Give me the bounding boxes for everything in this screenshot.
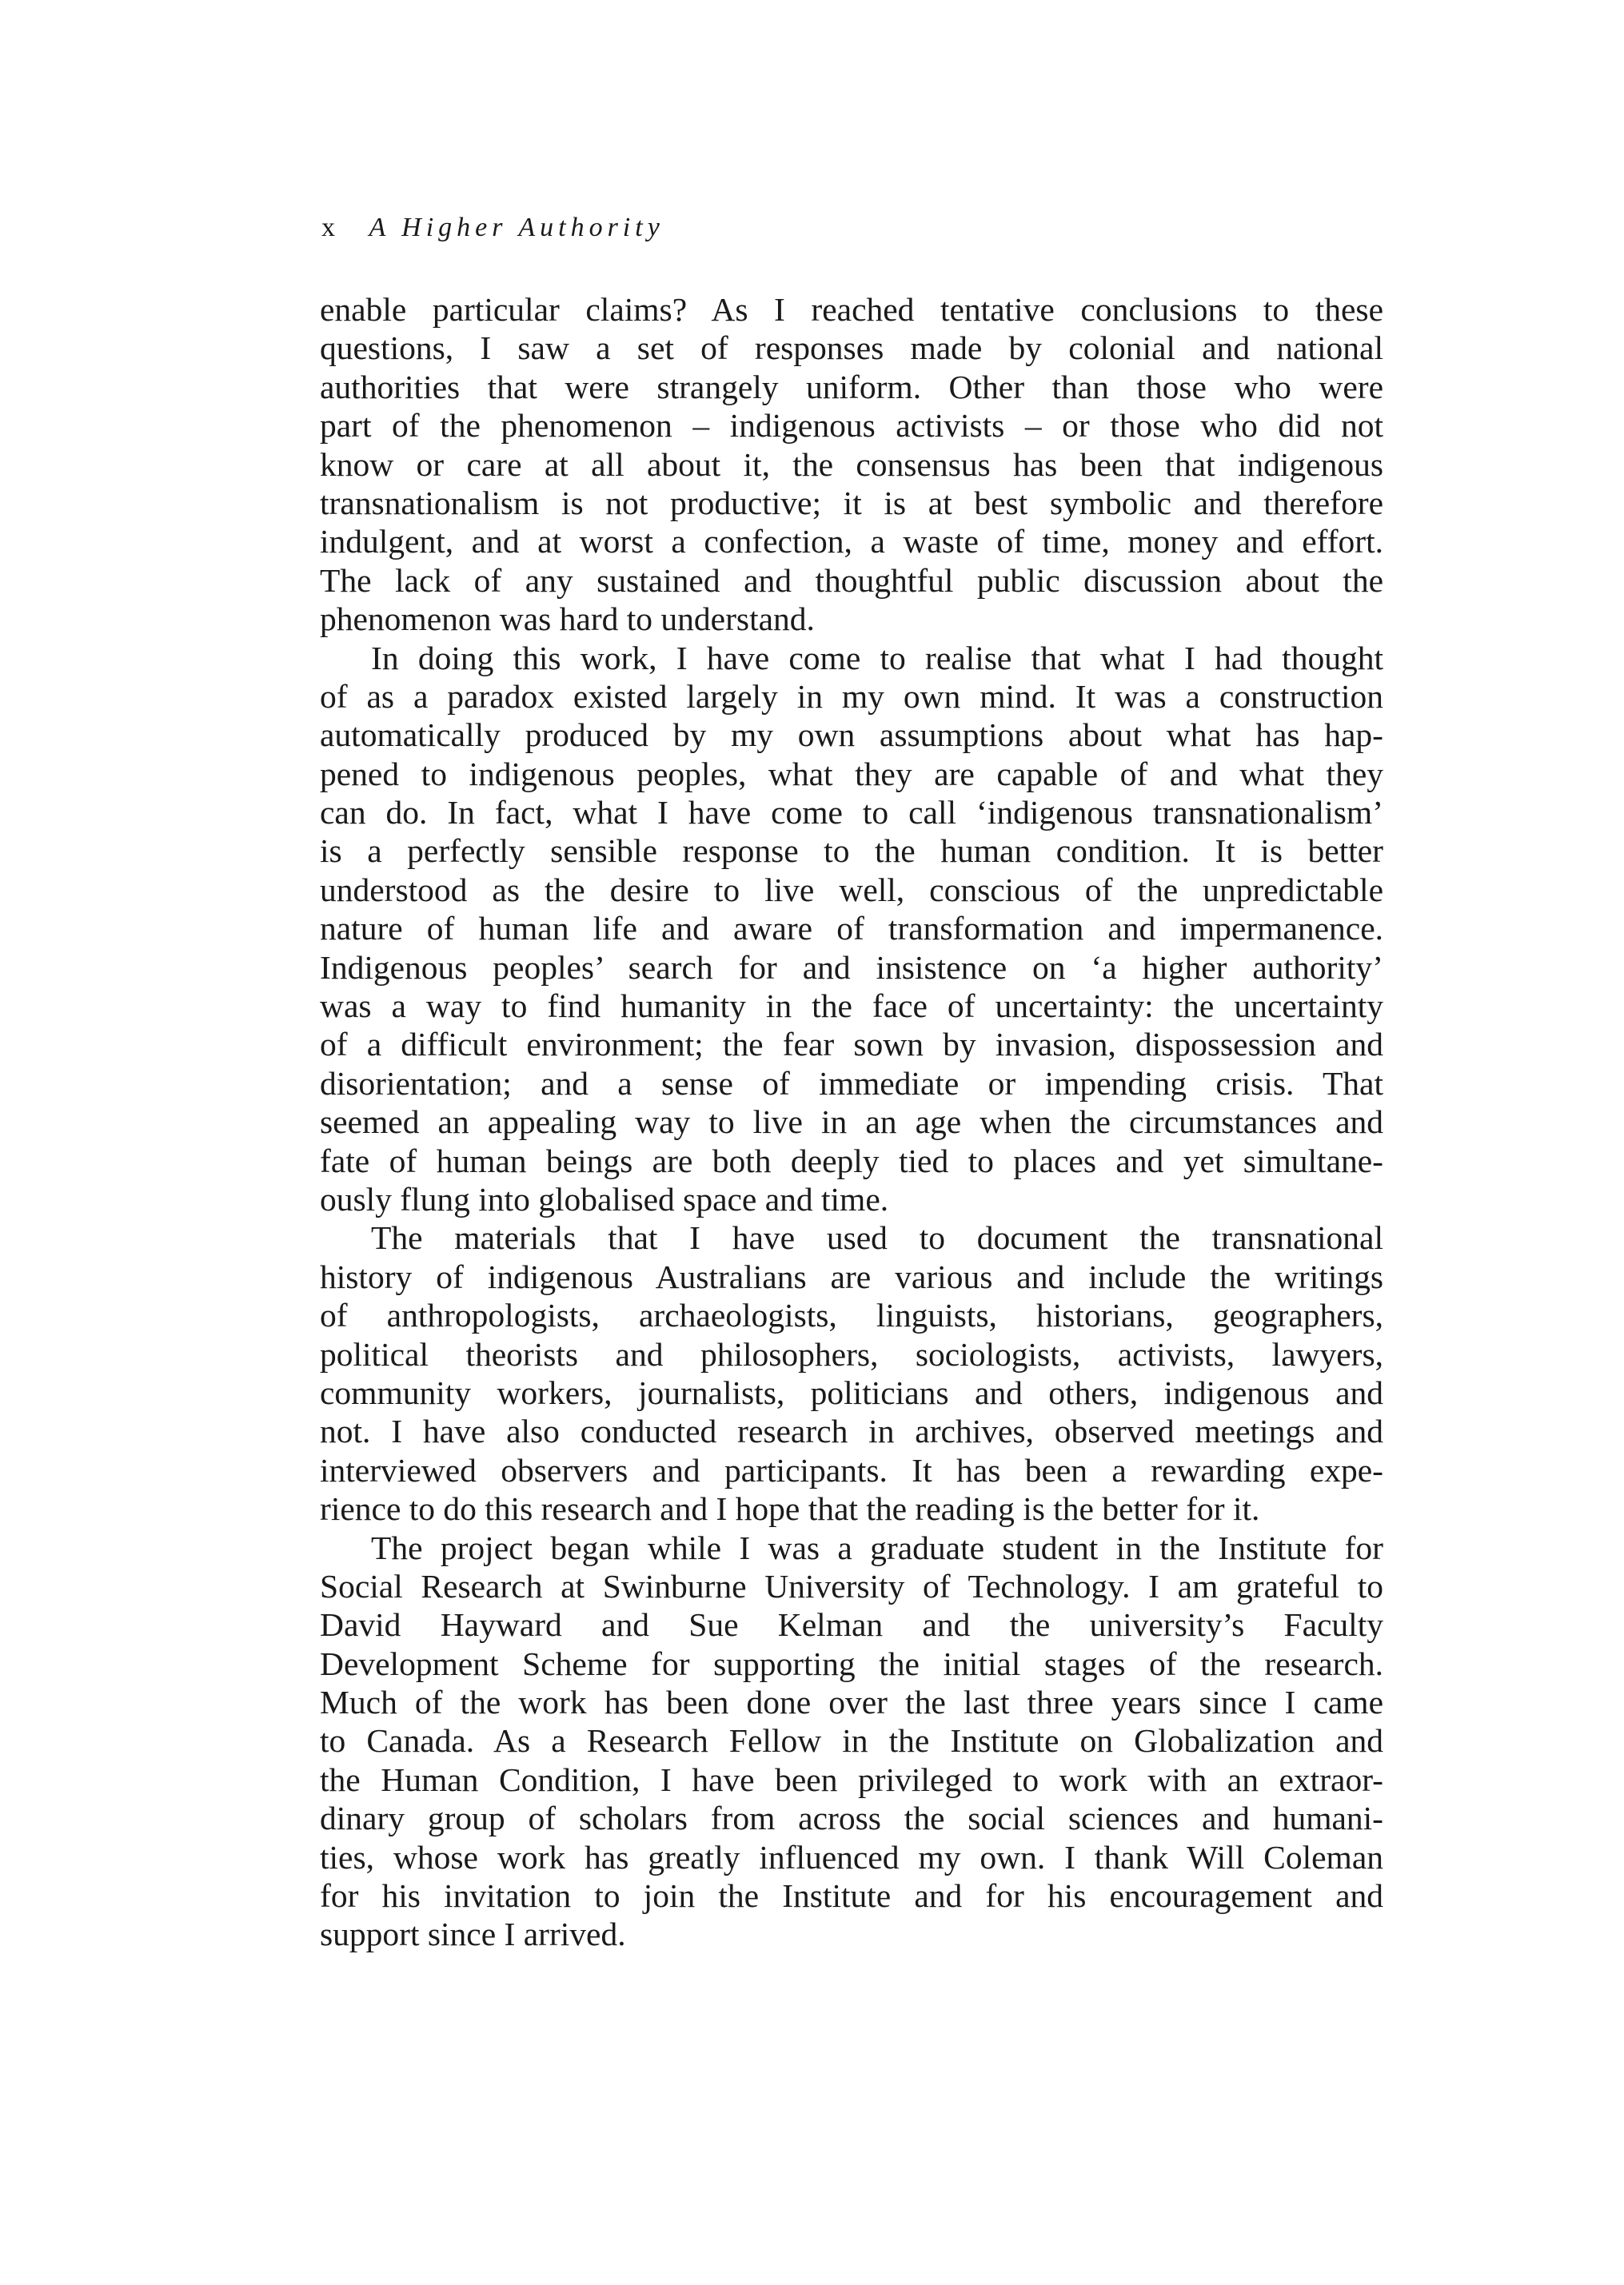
text-line: seemed an appealing way to live in an age when the circumstances and <box>320 1103 1383 1141</box>
text-line: David Hayward and Sue Kelman and the university’s Faculty <box>320 1606 1383 1644</box>
text-line: of anthropologists, archaeologists, linguists, historians, geographers, <box>320 1297 1383 1334</box>
text-line: ties, whose work has greatly influenced my own. I thank Will Coleman <box>320 1838 1383 1876</box>
paragraph <box>320 1218 1383 1528</box>
text-line: of a difficult environment; the fear sown by invasion, dispossession and <box>320 1026 1383 1063</box>
text-line: to Canada. As a Research Fellow in the Institute on Globalization and <box>320 1722 1383 1760</box>
text-line: of as a paradox existed largely in my own mind. It was a construction <box>320 677 1383 715</box>
text-line: Indigenous peoples’ search for and insistence on ‘a higher authority’ <box>320 948 1383 986</box>
text-line: pened to indigenous peoples, what they are capable of and what they <box>320 755 1383 792</box>
text-line: Much of the work has been done over the last three years since I came <box>320 1684 1383 1721</box>
text-line: dinary group of scholars from across the social sciences and humani- <box>320 1800 1383 1837</box>
text-line: understood as the desire to live well, conscious of the unpredictable <box>320 871 1383 908</box>
text-line: rience to do this research and I hope that the reading is the better for it. <box>320 1490 1260 1528</box>
text-line: support since I arrived. <box>320 1916 626 1953</box>
text-line: interviewed observers and participants. It has been a rewarding expe- <box>320 1451 1383 1489</box>
text-line: indulgent, and at worst a confection, a waste of time, money and effort. <box>320 523 1383 560</box>
text-line: ously flung into globalised space and time. <box>320 1180 889 1218</box>
text-line: is a perfectly sensible response to the human condition. It is better <box>320 832 1383 870</box>
text-line: can do. In fact, what I have come to call ‘indigenous transnationalism’ <box>320 794 1383 831</box>
body-text <box>320 290 1383 1954</box>
text-line: disorientation; and a sense of immediate or impending crisis. That <box>320 1064 1383 1102</box>
text-line: In doing this work, I have come to realise that what I had thought <box>371 639 1383 676</box>
paragraph <box>320 290 1383 639</box>
running-head <box>321 212 664 244</box>
text-line: part of the phenomenon – indigenous activists – or those who did not <box>320 407 1383 445</box>
paragraph <box>320 639 1383 1219</box>
text-line: authorities that were strangely uniform. Other than those who were <box>320 368 1383 405</box>
text-line: fate of human beings are both deeply tied to places and yet simultane- <box>320 1142 1383 1179</box>
text-line: for his invitation to join the Institute and for his encouragement and <box>320 1877 1383 1915</box>
text-line: not. I have also conducted research in archives, observed meetings and <box>320 1413 1383 1450</box>
text-line: automatically produced by my own assumptions about what has hap- <box>320 716 1383 754</box>
text-line: phenomenon was hard to understand. <box>320 600 815 638</box>
running-head-title: A Higher Authority <box>369 213 664 242</box>
text-line: The lack of any sustained and thoughtful public discussion about the <box>320 561 1383 599</box>
text-line: was a way to find humanity in the face of uncertainty: the uncertainty <box>320 987 1383 1025</box>
paragraph <box>320 1529 1383 1954</box>
text-line: history of indigenous Australians are various and include the writings <box>320 1258 1383 1295</box>
text-line: The materials that I have used to document the transnational <box>371 1219 1383 1257</box>
text-line: Development Scheme for supporting the initial stages of the research. <box>320 1645 1383 1682</box>
text-line: enable particular claims? As I reached tentative conclusions to these <box>320 291 1383 328</box>
text-line: the Human Condition, I have been privileged to work with an extraor- <box>320 1761 1383 1798</box>
text-line: transnationalism is not productive; it is at best symbolic and therefore <box>320 484 1383 521</box>
text-line: know or care at all about it, the consensus has been that indigenous <box>320 445 1383 483</box>
text-line: Social Research at Swinburne University of Technology. I am grateful to <box>320 1567 1383 1605</box>
page-folio: x <box>321 213 335 242</box>
text-line: political theorists and philosophers, sociologists, activists, lawyers, <box>320 1335 1383 1373</box>
text-line: questions, I saw a set of responses made by colonial and national <box>320 329 1383 367</box>
text-line: community workers, journalists, politicians and others, indigenous and <box>320 1374 1383 1411</box>
text-line: The project began while I was a graduate student in the Institute for <box>371 1529 1383 1566</box>
text-line: nature of human life and aware of transformation and impermanence. <box>320 910 1383 947</box>
